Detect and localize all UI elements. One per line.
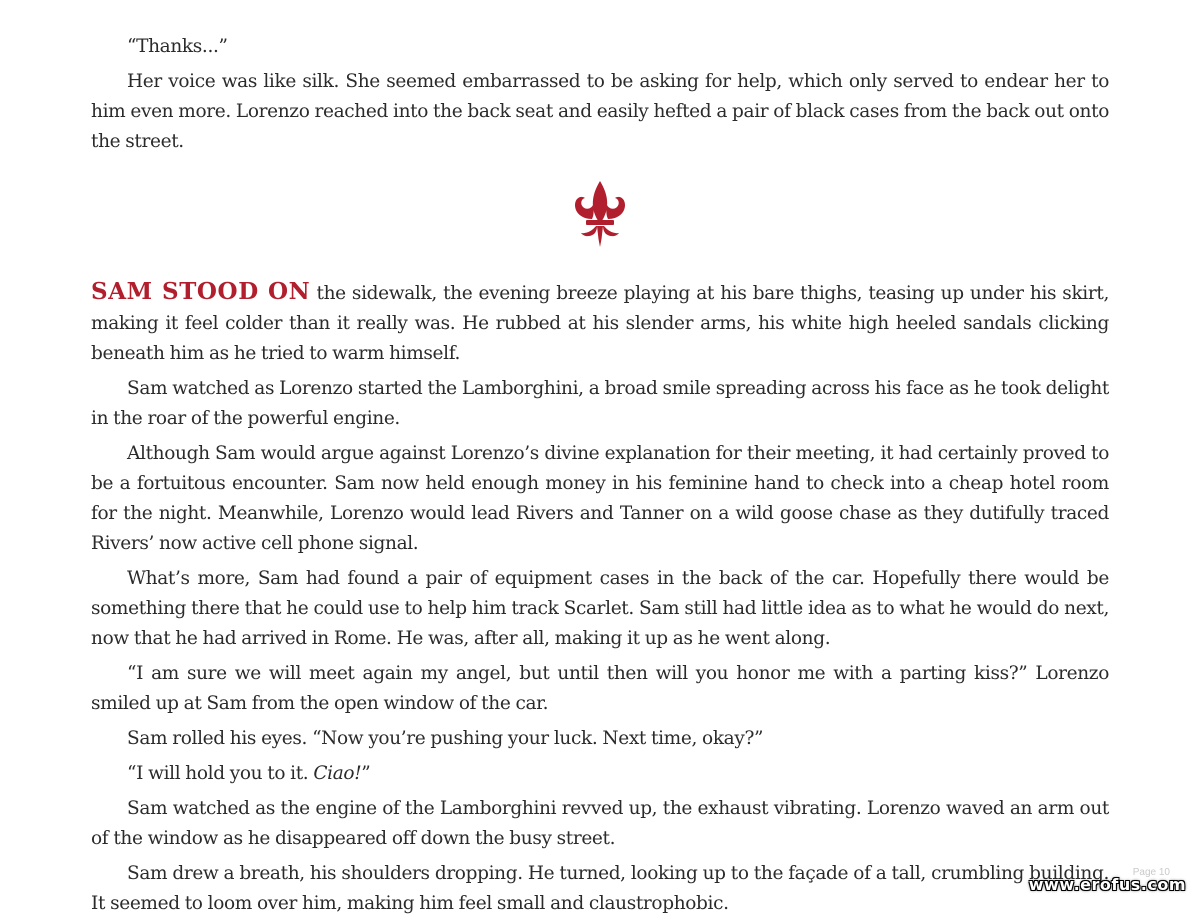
- paragraph-silk-voice: Her voice was like silk. She seemed embarrassed to be asking for help, which only served to endear her to him even more. Lorenzo reached into the back seat and easily hefted a pair of black cases from the back out onto the street.: [91, 71, 1109, 152]
- paragraph-drew-breath: Sam drew a breath, his shoulders dropping. He turned, looking up to the façade of a tall, crumbling building. It seemed to loom over him, making him feel small and claustrophobic.: [91, 863, 1109, 914]
- page-number: Page 10: [1132, 867, 1170, 878]
- fleur-de-lis-icon: [572, 179, 628, 249]
- ciao-italic: Ciao!: [313, 763, 362, 784]
- paragraph-divine-explanation: Although Sam would argue against Lorenzo’s divine explanation for their meeting, it had certainly proved to be a fortuitous encounter. Sam now held enough money in his feminine hand to check into a cheap hotel room for the night. Meanwhile, Lorenzo would lead Rivers and Tanner on a wild goose chase as they dutifully traced Rivers’ now active cell phone signal.: [91, 443, 1109, 554]
- paragraph-sam-stood: [91, 277, 1109, 369]
- document-page: [91, 32, 1109, 924]
- paragraph-equipment-cases: What’s more, Sam had found a pair of equipment cases in the back of the car. Hopefully there would be something there that he could use to help him track Scarlet. Sam still had little idea as to what he would do next, now that he had arrived in Rome. He was, after all, making it up as he went along.: [91, 568, 1109, 649]
- watermark-link[interactable]: www.erofus.com: [1028, 875, 1186, 894]
- paragraph-parting-kiss: “I am sure we will meet again my angel, but until then will you honor me with a parting kiss?” Lorenzo smiled up at Sam from the open window of the car.: [91, 663, 1109, 714]
- paragraph-engine-revved: Sam watched as the engine of the Lamborghini revved up, the exhaust vibrating. Lorenzo waved an arm out of the window as he disappeared off down the busy street.: [91, 798, 1109, 849]
- ciao-prefix: “I will hold you to it.: [127, 763, 314, 784]
- paragraph-thanks: “Thanks...”: [127, 36, 228, 57]
- section-lead-text: the sidewalk, the evening breeze playing at his bare thighs, teasing up under his skirt, making it feel colder than it really was. He rubbed at his slender arms, his white high heeled sandals clicking beneath him as he tried to warm himself.: [91, 283, 1109, 364]
- paragraph-ciao: [91, 759, 1109, 789]
- ciao-suffix: ”: [361, 763, 371, 784]
- section-lead-in: SAM STOOD ON: [91, 278, 311, 305]
- paragraph-pushing-luck: Sam rolled his eyes. “Now you’re pushing your luck. Next time, okay?”: [127, 728, 764, 749]
- paragraph-lamborghini-start: Sam watched as Lorenzo started the Lamborghini, a broad smile spreading across his face as he took delight in the roar of the powerful engine.: [91, 378, 1109, 429]
